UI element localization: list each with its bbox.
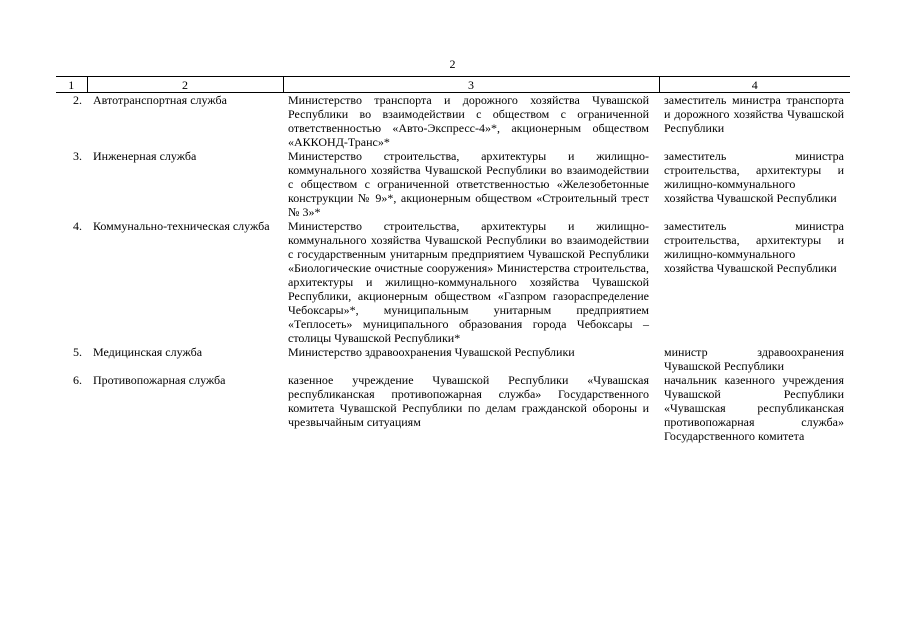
service-head: заместитель министра строительства, архитектуры и жилищно-коммунального хозяйства Чувашской Республики — [664, 149, 844, 205]
service-name: Коммунально-техническая служба — [93, 219, 270, 233]
responsible-organization: Министерство транспорта и дорожного хозяйства Чувашской Республики во взаимодействии с обществом с ограниченной ответственностью «Авто-Экспресс-4»*, акционерным обществом «АККОНД-Транс»* — [288, 93, 649, 149]
page-number: 2 — [449, 57, 456, 71]
row-number: 6. — [73, 373, 82, 387]
responsible-organization: Министерство строительства, архитектуры и жилищно-коммунального хозяйства Чувашской Республики во взаимодействии с обществом с ограниченной ответственностью «Железобетонные конструкции № 9»*, акционерным обществом «Строительный трест № 3»* — [288, 149, 649, 219]
service-head: начальник казенного учреждения Чувашской Республики «Чувашская республиканская противопожарная служба» Государственного комитета — [664, 373, 844, 443]
service-name: Противопожарная служба — [93, 373, 226, 387]
service-name: Инженерная служба — [93, 149, 197, 163]
row-number: 3. — [73, 149, 82, 163]
service-head: министр здравоохранения Чувашской Республики — [664, 345, 844, 373]
responsible-organization: Министерство строительства, архитектуры и жилищно-коммунального хозяйства Чувашской Республики во взаимодействии с государственным унитарным предприятием Чувашской Республики «Биологические очистные сооружения» Министерства строительства, архитектуры и жилищно-коммунального хозяйства Чувашской Республики, акционерным обществом «Газпром газораспределение Чебоксары»*, муниципальным унитарным предприятием «Теплосеть» муниципального образования города Чебоксары – столицы Чувашской Республики* — [288, 219, 649, 345]
header-col-1: 1 — [56, 77, 87, 93]
header-col-3: 3 — [283, 77, 659, 93]
service-head: заместитель министра транспорта и дорожного хозяйства Чувашской Республики — [664, 93, 844, 135]
header-col-2: 2 — [87, 77, 283, 93]
table-row — [56, 219, 850, 345]
table-row — [56, 345, 850, 373]
row-number: 5. — [73, 345, 82, 359]
responsible-organization: Министерство здравоохранения Чувашской Республики — [288, 345, 575, 359]
service-name: Медицинская служба — [93, 345, 203, 359]
service-head: заместитель министра строительства, архитектуры и жилищно-коммунального хозяйства Чувашской Республики — [664, 219, 844, 275]
row-number: 4. — [73, 219, 82, 233]
table-row — [56, 93, 850, 150]
responsible-organization: казенное учреждение Чувашской Республики «Чувашская республиканская противопожарная служба» Государственного комитета Чувашской Республики по делам гражданской обороны и чрезвычайным ситуациям — [288, 373, 649, 429]
services-table — [56, 76, 850, 443]
table-row — [56, 373, 850, 443]
table-row — [56, 149, 850, 219]
row-number: 2. — [73, 93, 82, 107]
header-col-4: 4 — [659, 77, 850, 93]
service-name: Автотранспортная служба — [93, 93, 227, 107]
table-header-row — [56, 77, 850, 93]
